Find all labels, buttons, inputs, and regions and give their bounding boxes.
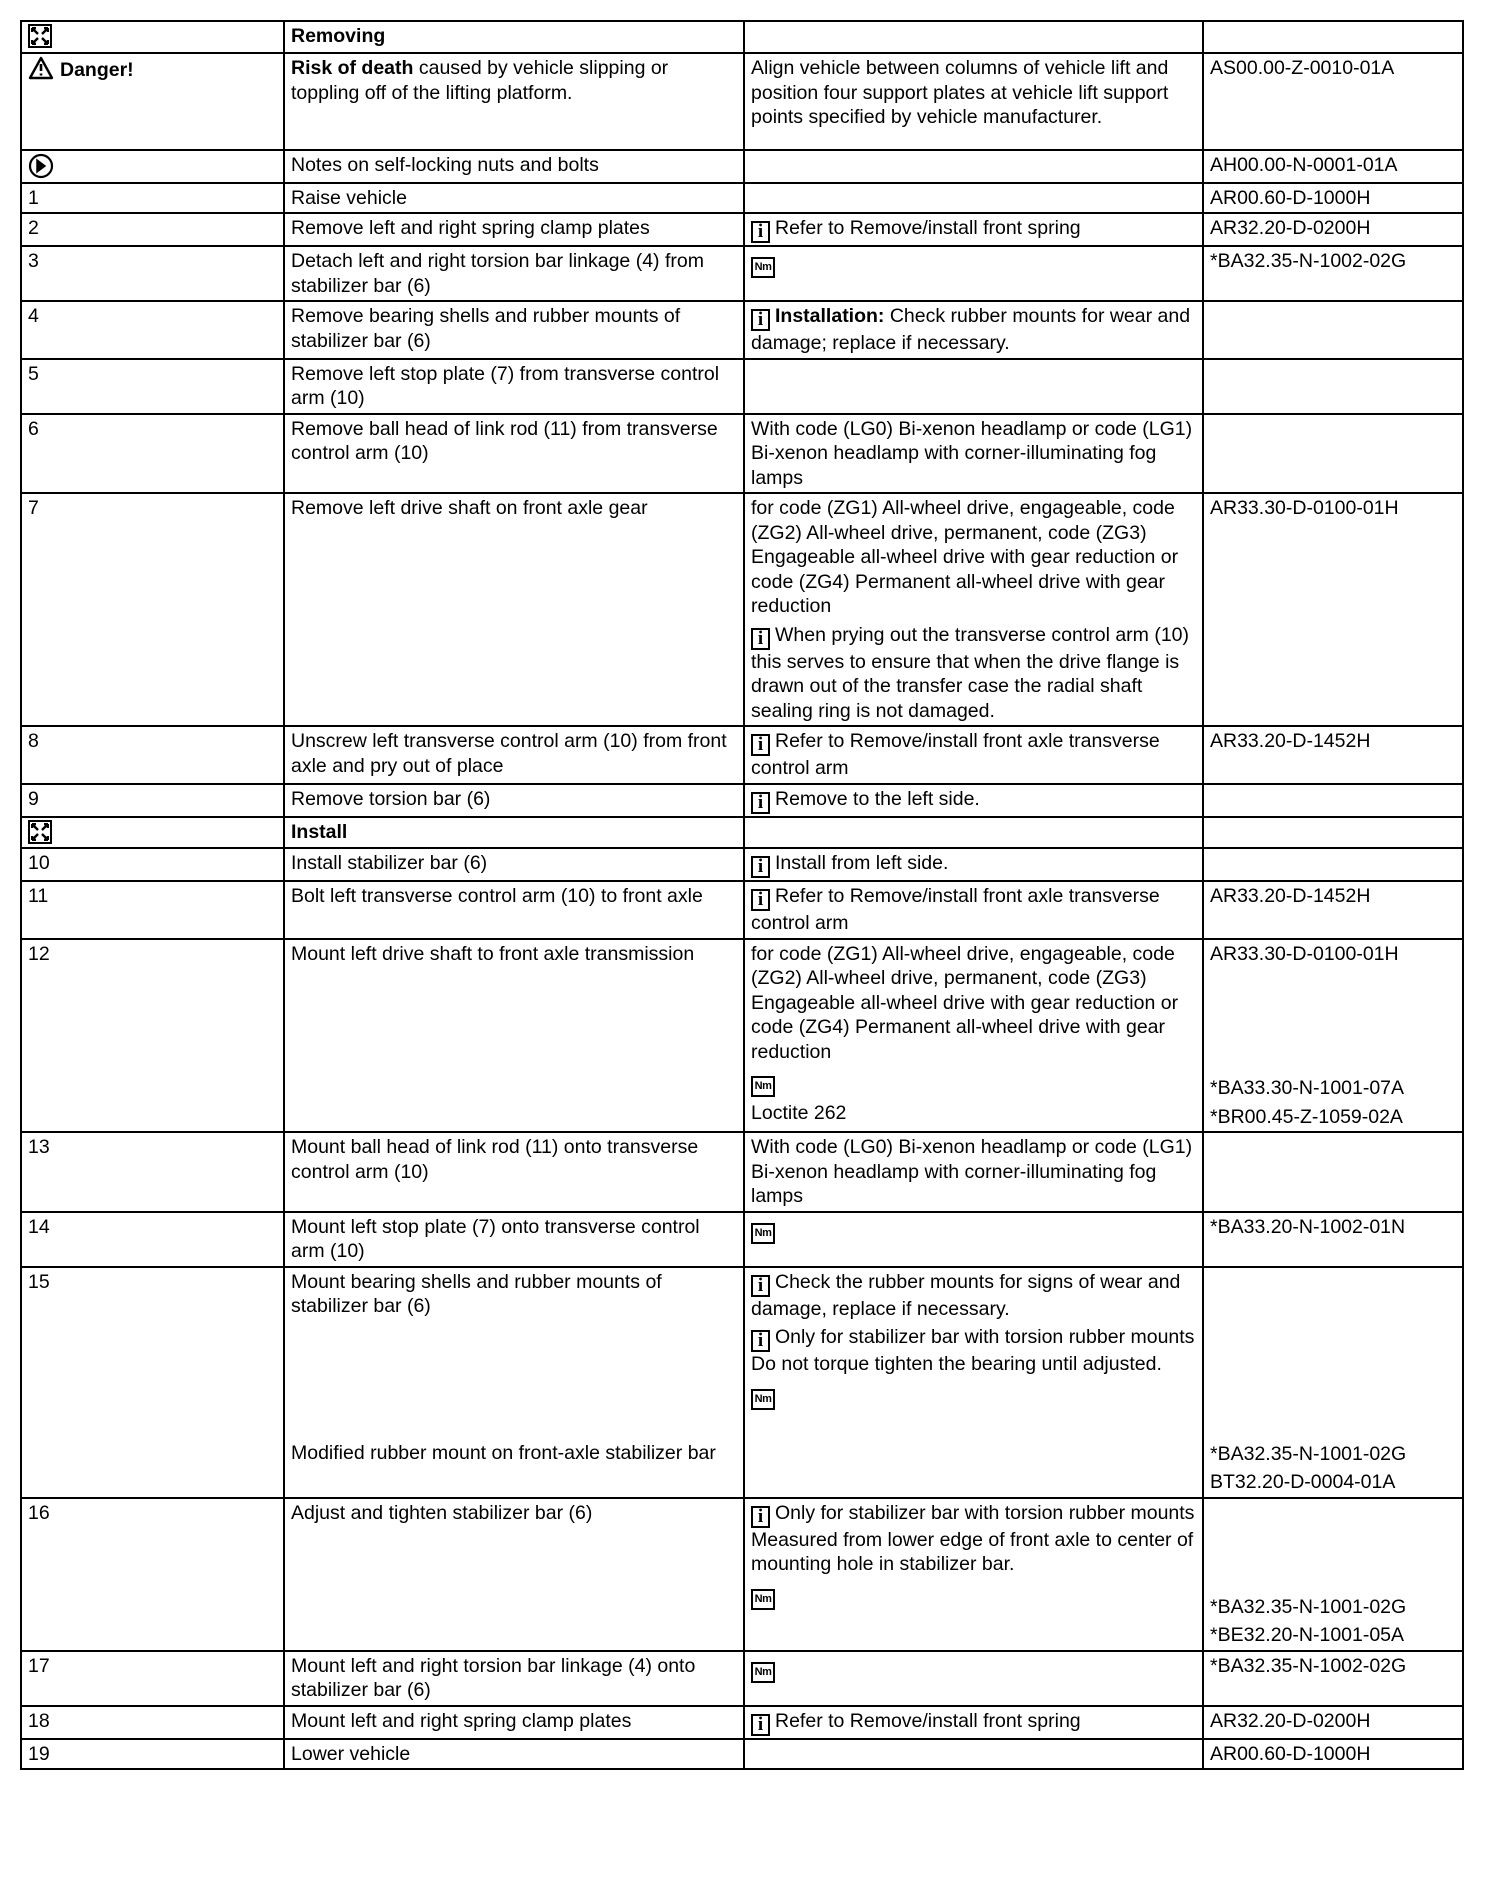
step-description-cell — [284, 359, 744, 414]
procedure-row-11 — [21, 881, 1463, 939]
procedure-row-6 — [21, 414, 1463, 494]
step-description: Mount left and right spring clamp plates — [291, 1709, 632, 1732]
reference-cell — [1203, 1212, 1463, 1267]
document-reference: *BR00.45-Z-1059-02A — [1210, 1105, 1403, 1128]
procedure-row-8 — [21, 726, 1463, 784]
step-number: 10 — [28, 852, 50, 874]
document-reference: *BA32.35-N-1002-02G — [1210, 1654, 1407, 1677]
step-cell — [21, 817, 284, 849]
info-icon: i — [751, 628, 770, 650]
spacer — [291, 1319, 737, 1441]
note-block — [751, 1068, 1196, 1097]
torque-nm-icon: Nm — [751, 1662, 775, 1683]
note-cell — [744, 21, 1203, 53]
procedure-row-4 — [21, 301, 1463, 359]
step-description-cell — [284, 21, 744, 53]
document-reference: AR33.20-D-1452H — [1210, 885, 1371, 907]
procedure-sheet — [20, 20, 1462, 1770]
note-block — [751, 1215, 1196, 1244]
step-cell — [21, 848, 284, 881]
step-description-cell — [284, 53, 744, 150]
info-icon: i — [751, 1275, 770, 1297]
procedure-row-10 — [21, 848, 1463, 881]
note-block — [751, 417, 1196, 491]
step-number: 11 — [28, 885, 49, 907]
step-number: 15 — [28, 1270, 50, 1293]
document-reference: AS00.00-Z-0010-01A — [1210, 57, 1395, 79]
step-cell — [21, 1267, 284, 1498]
procedure-row-14 — [21, 1212, 1463, 1267]
document-reference: AR33.20-D-1452H — [1210, 730, 1371, 752]
step-description-cell — [284, 784, 744, 817]
step-cell — [21, 213, 284, 246]
note-block — [751, 1501, 1196, 1577]
reference-cell — [1203, 359, 1463, 414]
step-description-cell — [284, 726, 744, 784]
note-block — [751, 304, 1196, 356]
reference-cell — [1203, 246, 1463, 301]
step-number: 13 — [28, 1136, 50, 1158]
document-reference: *BA32.35-N-1001-02G — [1210, 1595, 1407, 1618]
removing-icon — [28, 24, 52, 48]
note-cell — [744, 1132, 1203, 1212]
step-cell — [21, 21, 284, 53]
step-description-cell — [284, 939, 744, 1133]
install-icon — [28, 820, 52, 844]
note-cell — [744, 183, 1203, 214]
note-text: Check the rubber mounts for signs of wear and damage, replace if necessary. — [751, 1270, 1181, 1320]
note-block — [751, 216, 1196, 243]
step-description: Remove left stop plate (7) from transverse control arm (10) — [291, 362, 720, 409]
step-description: caused by vehicle slipping or toppling off of the lifting platform. — [291, 57, 669, 104]
note-block — [751, 851, 1196, 878]
step-description: Install stabilizer bar (6) — [291, 852, 488, 874]
procedure-row-notes — [21, 150, 1463, 183]
step-description: Raise vehicle — [291, 186, 407, 209]
note-cell — [744, 1706, 1203, 1739]
torque-nm-icon: Nm — [751, 1589, 775, 1610]
info-icon: i — [751, 309, 770, 331]
procedure-row-18 — [21, 1706, 1463, 1739]
reference-cell — [1203, 150, 1463, 183]
procedure-table-body — [21, 21, 1463, 1769]
step-cell — [21, 1498, 284, 1651]
step-description: Mount left and right torsion bar linkage (4) onto stabilizer bar (6) — [291, 1654, 696, 1701]
note-text: for code (ZG1) All-wheel drive, engageable, code (ZG2) All-wheel drive, permanent, code (ZG3) Engageable all-wheel drive with gear reduction or code (ZG4) Permanent all-wheel drive with gear reduction — [751, 497, 1179, 617]
step-description-cell — [284, 1132, 744, 1212]
note-text: Check rubber mounts for wear and damage; replace if necessary. — [751, 305, 1191, 354]
procedure-row-17 — [21, 1651, 1463, 1706]
reference-cell — [1203, 1739, 1463, 1770]
document-reference: BT32.20-D-0004-01A — [1210, 1471, 1396, 1493]
note-cell — [744, 150, 1203, 183]
step-cell — [21, 1739, 284, 1770]
document-reference: *BE32.20-N-1001-05A — [1210, 1624, 1405, 1646]
step-cell — [21, 939, 284, 1133]
step-description-cell — [284, 1267, 744, 1498]
reference-cell — [1203, 301, 1463, 359]
step-description-cell — [284, 1706, 744, 1739]
document-reference: AR00.60-D-1000H — [1210, 1742, 1371, 1765]
note-cell — [744, 817, 1203, 849]
section-title: Removing — [291, 25, 386, 47]
step-description-cell — [284, 817, 744, 849]
step-number: 4 — [28, 305, 39, 327]
procedure-row-19 — [21, 1739, 1463, 1770]
step-description-cell — [284, 1651, 744, 1706]
step-number: 17 — [28, 1654, 50, 1677]
torque-nm-icon: Nm — [751, 1389, 775, 1410]
reference-cell — [1203, 784, 1463, 817]
note-cell — [744, 1498, 1203, 1651]
step-cell — [21, 301, 284, 359]
note-cell — [744, 939, 1203, 1133]
step-number: 19 — [28, 1742, 50, 1765]
note-block — [751, 1381, 1196, 1410]
note-text: Remove to the left side. — [775, 787, 980, 810]
document-reference: *BA32.35-N-1002-02G — [1210, 250, 1407, 272]
note-cell — [744, 414, 1203, 494]
note-block — [751, 787, 1196, 814]
step-description: Mount left stop plate (7) onto transverse control arm (10) — [291, 1215, 700, 1262]
step-description: Notes on self-locking nuts and bolts — [291, 154, 599, 176]
document-reference: AR33.30-D-0100-01H — [1210, 942, 1399, 965]
reference-cell — [1203, 213, 1463, 246]
procedure-row-2 — [21, 213, 1463, 246]
step-description: Mount bearing shells and rubber mounts of stabilizer bar (6) — [291, 1270, 662, 1317]
reference-cell — [1203, 1651, 1463, 1706]
reference-cell — [1203, 493, 1463, 726]
reference-cell — [1203, 21, 1463, 53]
step-description-cell — [284, 414, 744, 494]
note-text: With code (LG0) Bi-xenon headlamp or code (LG1) Bi-xenon headlamp with corner-illuminating fog lamps — [751, 1136, 1193, 1207]
step-number: 7 — [28, 497, 39, 519]
reference-cell — [1203, 1498, 1463, 1651]
note-block — [751, 942, 1196, 1065]
note-cell — [744, 493, 1203, 726]
note-text: Only for stabilizer bar with torsion rubber mounts — [775, 1326, 1195, 1348]
step-number: 2 — [28, 217, 39, 239]
note-cell — [744, 213, 1203, 246]
step-description: Mount ball head of link rod (11) onto transverse control arm (10) — [291, 1136, 699, 1183]
step-description: Adjust and tighten stabilizer bar (6) — [291, 1501, 593, 1524]
step-cell — [21, 1212, 284, 1267]
step-description: Unscrew left transverse control arm (10) from front axle and pry out of place — [291, 730, 727, 777]
note-text-extra: Measured from lower edge of front axle to center of mounting hole in stabilizer bar. — [751, 1528, 1194, 1575]
note-cell — [744, 301, 1203, 359]
note-cell — [744, 246, 1203, 301]
document-reference: AR32.20-D-0200H — [1210, 217, 1371, 239]
step-description: Lower vehicle — [291, 1742, 411, 1765]
note-cell — [744, 1739, 1203, 1770]
reference-cell — [1203, 53, 1463, 150]
note-block — [751, 1325, 1196, 1377]
procedure-row-15 — [21, 1267, 1463, 1498]
step-number: 16 — [28, 1501, 50, 1524]
step-cell — [21, 183, 284, 214]
step-description-cell — [284, 493, 744, 726]
note-block — [751, 1581, 1196, 1610]
note-block — [751, 1654, 1196, 1683]
step-number: 12 — [28, 942, 50, 965]
step-cell — [21, 414, 284, 494]
step-description-cell — [284, 246, 744, 301]
step-cell — [21, 53, 284, 150]
document-reference: *BA32.35-N-1001-02G — [1210, 1442, 1407, 1465]
step-description: Detach left and right torsion bar linkage (4) from stabilizer bar (6) — [291, 250, 704, 297]
info-icon: i — [751, 1506, 770, 1528]
step-description-cell — [284, 213, 744, 246]
step-number: 3 — [28, 250, 39, 272]
step-description-cell — [284, 1739, 744, 1770]
step-number: 18 — [28, 1709, 50, 1732]
info-icon: i — [751, 889, 770, 911]
procedure-table — [20, 20, 1464, 1770]
note-emphasis: Installation: — [775, 305, 885, 327]
note-text: Refer to Remove/install front spring — [775, 217, 1081, 239]
note-cell — [744, 1651, 1203, 1706]
step-description-cell — [284, 881, 744, 939]
note-block — [751, 56, 1196, 130]
document-reference: *BA33.20-N-1002-01N — [1210, 1215, 1406, 1238]
procedure-row-12 — [21, 939, 1463, 1133]
reference-cell — [1203, 1132, 1463, 1212]
document-reference: AR00.60-D-1000H — [1210, 186, 1371, 209]
procedure-row-16 — [21, 1498, 1463, 1651]
step-number: 14 — [28, 1215, 50, 1238]
note-cell — [744, 848, 1203, 881]
reference-cell — [1203, 939, 1463, 1133]
procedure-row-13 — [21, 1132, 1463, 1212]
step-cell — [21, 1132, 284, 1212]
danger-label: Danger! — [60, 59, 134, 81]
note-cell — [744, 726, 1203, 784]
procedure-row-7 — [21, 493, 1463, 726]
step-number: 1 — [28, 186, 39, 209]
document-reference: AR32.20-D-0200H — [1210, 1709, 1371, 1732]
info-icon: i — [751, 734, 770, 756]
step-description-cell — [284, 183, 744, 214]
info-icon: i — [751, 792, 770, 814]
step-description: Bolt left transverse control arm (10) to front axle — [291, 885, 703, 907]
reference-cell — [1203, 1267, 1463, 1498]
info-icon: i — [751, 856, 770, 878]
procedure-row-danger — [21, 53, 1463, 150]
reference-cell — [1203, 848, 1463, 881]
step-number: 5 — [28, 362, 39, 385]
risk-heading: Risk of death — [291, 57, 414, 79]
note-cell — [744, 881, 1203, 939]
step-number: 8 — [28, 730, 39, 752]
info-icon: i — [751, 1330, 770, 1352]
info-icon: i — [751, 1714, 770, 1736]
procedure-row-3 — [21, 246, 1463, 301]
step-description: Remove left and right spring clamp plates — [291, 217, 650, 239]
note-cell — [744, 784, 1203, 817]
note-block — [751, 1709, 1196, 1736]
note-block — [751, 1101, 1196, 1126]
step-number: 6 — [28, 417, 39, 440]
step-description-cell — [284, 1212, 744, 1267]
step-description-cell — [284, 1498, 744, 1651]
step-description-cell — [284, 848, 744, 881]
torque-nm-icon: Nm — [751, 1223, 775, 1244]
section-title: Install — [291, 820, 348, 843]
reference-cell — [1203, 1706, 1463, 1739]
note-cell — [744, 1212, 1203, 1267]
reference-cell — [1203, 726, 1463, 784]
note-cell — [744, 1267, 1203, 1498]
reference-cell — [1203, 414, 1463, 494]
note-text: Refer to Remove/install front axle transverse control arm — [751, 885, 1160, 934]
note-block — [751, 729, 1196, 781]
note-text: Align vehicle between columns of vehicle lift and position four support plates at vehicle lift support points specified by vehicle manufacturer. — [751, 57, 1169, 128]
step-cell — [21, 1706, 284, 1739]
reference-cell — [1203, 817, 1463, 849]
step-description-extra: Modified rubber mount on front-axle stabilizer bar — [291, 1441, 716, 1464]
note-text-extra: Do not torque tighten the bearing until adjusted. — [751, 1353, 1162, 1375]
step-cell — [21, 493, 284, 726]
danger-icon — [28, 56, 54, 80]
step-cell — [21, 784, 284, 817]
step-description: Mount left drive shaft to front axle transmission — [291, 942, 695, 965]
document-reference: AH00.00-N-0001-01A — [1210, 154, 1398, 176]
step-cell — [21, 359, 284, 414]
step-description: Remove ball head of link rod (11) from transverse control arm (10) — [291, 417, 718, 464]
procedure-row-removing — [21, 21, 1463, 53]
note-text: With code (LG0) Bi-xenon headlamp or code (LG1) Bi-xenon headlamp with corner-illuminating fog lamps — [751, 417, 1193, 489]
note-text: Only for stabilizer bar with torsion rubber mounts — [775, 1501, 1195, 1524]
note-cell — [744, 359, 1203, 414]
note-text: Install from left side. — [775, 852, 949, 874]
document-reference: AR33.30-D-0100-01H — [1210, 497, 1399, 519]
note-block — [751, 1135, 1196, 1209]
procedure-row-9 — [21, 784, 1463, 817]
note-text: When prying out the transverse control arm (10) this serves to ensure that when the drive flange is drawn out of the transfer case the radial shaft sealing ring is not damaged. — [751, 623, 1190, 722]
note-text: Refer to Remove/install front spring — [775, 1709, 1081, 1732]
step-cell — [21, 1651, 284, 1706]
procedure-row-5 — [21, 359, 1463, 414]
note-block — [751, 249, 1196, 278]
step-description: Remove left drive shaft on front axle gear — [291, 497, 648, 519]
step-cell — [21, 881, 284, 939]
note-text: for code (ZG1) All-wheel drive, engageable, code (ZG2) All-wheel drive, permanent, code (ZG3) Engageable all-wheel drive with gear reduction or code (ZG4) Permanent all-wheel drive with gear reduction — [751, 942, 1179, 1063]
note-block — [751, 623, 1196, 724]
info-icon: i — [751, 221, 770, 243]
note-block — [751, 1270, 1196, 1322]
step-number: 9 — [28, 787, 39, 810]
step-cell — [21, 726, 284, 784]
step-description: Remove bearing shells and rubber mounts of stabilizer bar (6) — [291, 305, 681, 352]
note-text: Loctite 262 — [751, 1102, 847, 1124]
procedure-row-install — [21, 817, 1463, 849]
step-cell — [21, 246, 284, 301]
step-description-cell — [284, 150, 744, 183]
step-cell — [21, 150, 284, 183]
reference-cell — [1203, 183, 1463, 214]
torque-nm-icon: Nm — [751, 1076, 775, 1097]
document-reference: *BA33.30-N-1001-07A — [1210, 1077, 1405, 1099]
step-description: Remove torsion bar (6) — [291, 787, 491, 810]
note-block — [751, 884, 1196, 936]
note-block — [751, 496, 1196, 619]
reference-cell — [1203, 881, 1463, 939]
note-text: Refer to Remove/install front axle transverse control arm — [751, 730, 1160, 779]
step-description-cell — [284, 301, 744, 359]
self-locking-note-icon — [28, 153, 54, 179]
procedure-row-1 — [21, 183, 1463, 214]
torque-nm-icon: Nm — [751, 257, 775, 278]
note-cell — [744, 53, 1203, 150]
